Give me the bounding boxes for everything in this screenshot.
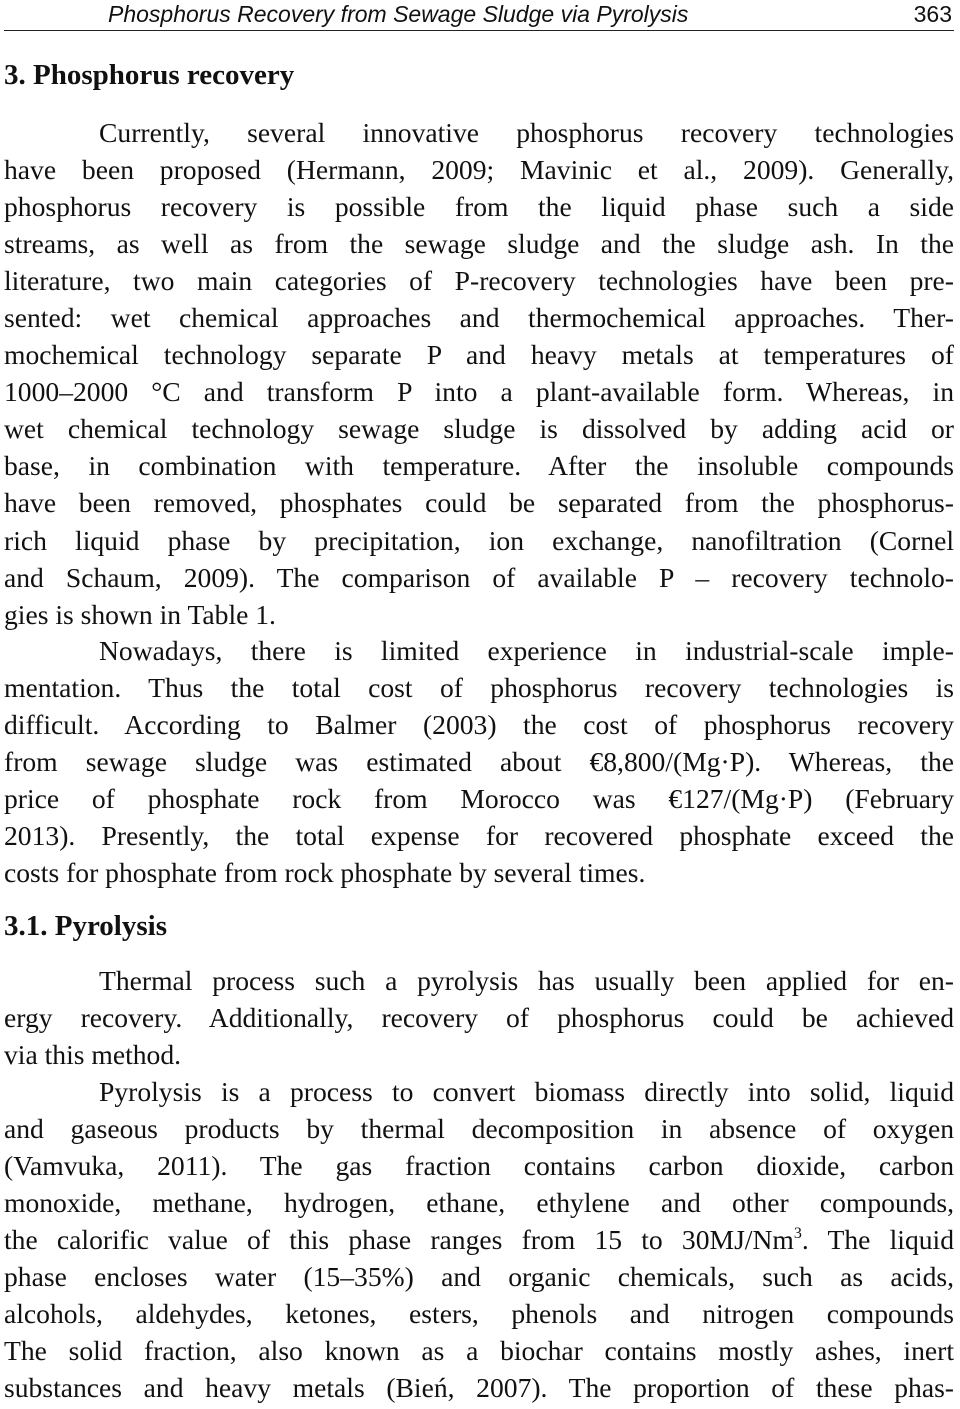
text-line: and Schaum, 2009). The comparison of available P – recovery technolo- <box>4 561 954 593</box>
text-line: 1000–2000 °C and transform P into a plant-available form. Whereas, in <box>4 376 954 408</box>
text-line: (Vamvuka, 2011). The gas fraction contains carbon dioxide, carbon <box>4 1150 954 1182</box>
text-line: ergy recovery. Additionally, recovery of phosphorus could be achieved <box>4 1002 954 1034</box>
text-line: costs for phosphate from rock phosphate by several times. <box>4 857 646 889</box>
text-line: price of phosphate rock from Morocco was €127/(Mg·P) (February <box>4 783 954 815</box>
running-header <box>4 0 954 31</box>
text-segment: the calorific value of this phase ranges from 15 to 30MJ/Nm <box>4 1224 794 1256</box>
text-line: monoxide, methane, hydrogen, ethane, ethylene and other compounds, <box>4 1187 954 1219</box>
text-line: streams, as well as from the sewage sludge and the sludge ash. In the <box>4 228 954 260</box>
text-line: and gaseous products by thermal decomposition in absence of oxygen <box>4 1113 954 1145</box>
running-title: Phosphorus Recovery from Sewage Sludge via Pyrolysis <box>108 1 689 27</box>
text-line: base, in combination with temperature. After the insoluble compounds <box>4 450 954 482</box>
text-line: rich liquid phase by precipitation, ion exchange, nanofiltration (Cornel <box>4 524 954 556</box>
text-line: have been proposed (Hermann, 2009; Mavinic et al., 2009). Generally, <box>4 154 954 186</box>
text-line: gies is shown in Table 1. <box>4 598 276 630</box>
text-line: Thermal process such a pyrolysis has usually been applied for en- <box>99 965 954 996</box>
superscript: 3 <box>793 1225 802 1243</box>
text-line: Pyrolysis is a process to convert biomass directly into solid, liquid <box>99 1076 954 1107</box>
page-number: 363 <box>913 1 952 27</box>
text-line: The solid fraction, also known as a biochar contains mostly ashes, inert <box>4 1335 954 1367</box>
text-line: 2013). Presently, the total expense for recovered phosphate exceed the <box>4 820 954 852</box>
text-line: phosphorus recovery is possible from the liquid phase such a side <box>4 191 954 223</box>
paragraph-currently <box>4 114 954 633</box>
paragraph-pyrolysis <box>4 1073 954 1406</box>
text-line: Currently, several innovative phosphorus recovery technologies <box>99 117 954 148</box>
text-line: difficult. According to Balmer (2003) the cost of phosphorus recovery <box>4 709 954 741</box>
text-line: literature, two main categories of P-recovery technologies have been pre- <box>4 265 954 297</box>
text-line: mochemical technology separate P and heavy metals at temperatures of <box>4 339 954 371</box>
text-line: from sewage sludge was estimated about €8,800/(Mg·P). Whereas, the <box>4 746 954 778</box>
text-line: sented: wet chemical approaches and thermochemical approaches. Ther- <box>4 302 954 334</box>
paragraph-nowadays <box>4 632 954 891</box>
paragraph-thermal-process <box>4 962 954 1073</box>
text-segment: . The liquid <box>801 1224 954 1256</box>
text-line: wet chemical technology sewage sludge is dissolved by adding acid or <box>4 413 954 445</box>
text-line: alcohols, aldehydes, ketones, esters, phenols and nitrogen compounds <box>4 1298 954 1330</box>
section-heading: 3. Phosphorus recovery <box>4 59 295 91</box>
text-line: Nowadays, there is limited experience in industrial-scale imple- <box>99 635 954 666</box>
text-line-with-superscript <box>4 1221 954 1258</box>
text-line: phase encloses water (15–35%) and organic chemicals, such as acids, <box>4 1261 954 1293</box>
text-line: have been removed, phosphates could be separated from the phosphorus- <box>4 487 954 519</box>
subsection-heading: 3.1. Pyrolysis <box>4 910 167 942</box>
text-line: substances and heavy metals (Bień, 2007). The proportion of these phas- <box>4 1372 954 1404</box>
text-line: mentation. Thus the total cost of phosphorus recovery technologies is <box>4 672 954 704</box>
text-line: via this method. <box>4 1039 182 1071</box>
